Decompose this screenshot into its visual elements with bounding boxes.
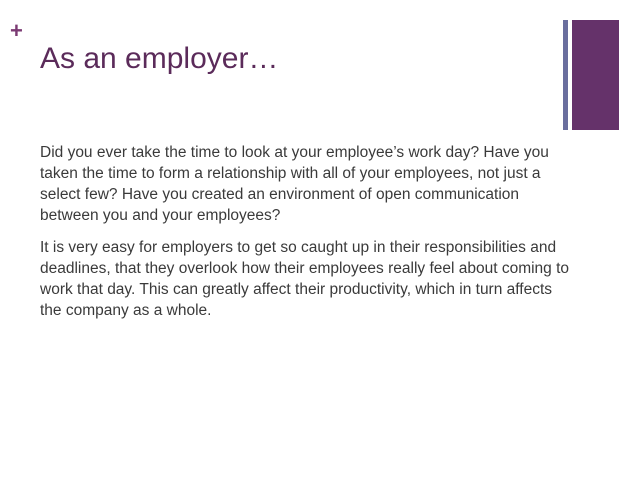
accent-bar-thin [563,20,568,130]
paragraph-1: Did you ever take the time to look at your employee’s work day? Have you taken the time to form a relationship with all of your employees, not just a select few? Have you created an environment of open communication between you and your employees? [40,144,549,224]
slide-body [40,142,570,332]
slide-title: As an employer… [40,42,279,75]
plus-marker: + [10,18,23,43]
paragraph-2: It is very easy for employers to get so caught up in their responsibilities and deadlines, that they overlook how their employees really feel about coming to work that day. This can greatly affect their productivity, which in turn affects the company as a whole. [40,239,570,319]
accent-bar-thick [572,20,619,130]
